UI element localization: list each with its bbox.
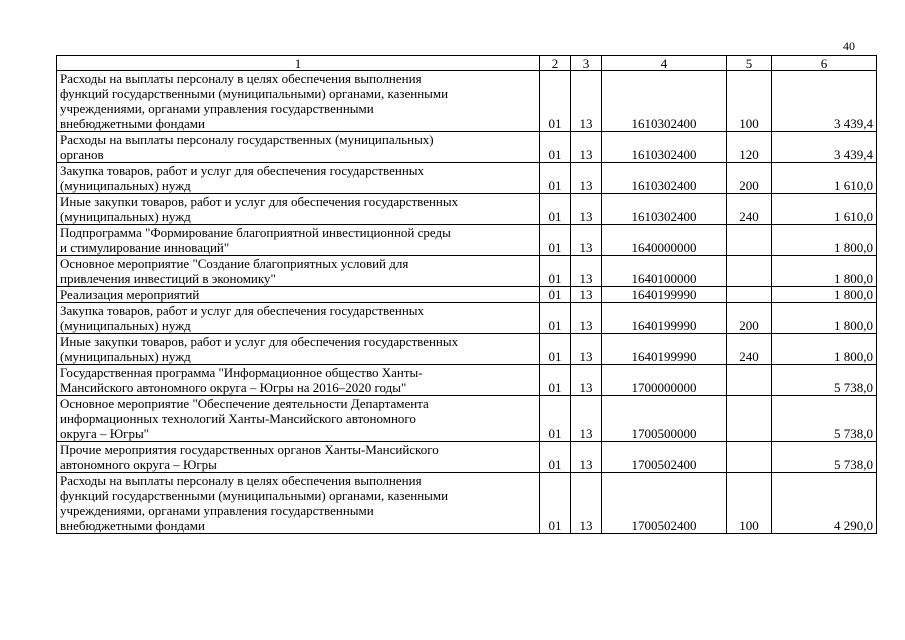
row-section-cell: 01 <box>540 71 571 132</box>
table-row <box>57 163 877 194</box>
header-col-1: 1 <box>57 56 540 71</box>
row-subsection-cell: 13 <box>571 225 602 256</box>
row-amount-cell: 3 439,4 <box>772 132 877 163</box>
table-row <box>57 225 877 256</box>
row-expense-type-cell <box>727 287 772 303</box>
row-amount-cell: 1 800,0 <box>772 256 877 287</box>
row-expense-type-cell <box>727 396 772 442</box>
row-target-article-cell: 1640100000 <box>602 256 727 287</box>
row-subsection-cell: 13 <box>571 287 602 303</box>
header-col-4: 4 <box>602 56 727 71</box>
row-name-cell: Государственная программа "Информационное общество Ханты- Мансийского автономного округа – Югры на 2016–2020 годы" <box>57 365 540 396</box>
row-amount-cell: 5 738,0 <box>772 396 877 442</box>
table-row <box>57 303 877 334</box>
row-expense-type-cell: 240 <box>727 194 772 225</box>
row-target-article-cell: 1700502400 <box>602 473 727 534</box>
row-expense-type-cell: 100 <box>727 473 772 534</box>
row-target-article-cell: 1610302400 <box>602 194 727 225</box>
table-row <box>57 365 877 396</box>
row-name-cell: Иные закупки товаров, работ и услуг для обеспечения государственных (муниципальных) нужд <box>57 194 540 225</box>
row-name-cell: Закупка товаров, работ и услуг для обеспечения государственных (муниципальных) нужд <box>57 163 540 194</box>
row-amount-cell: 1 800,0 <box>772 303 877 334</box>
row-amount-cell: 5 738,0 <box>772 442 877 473</box>
row-subsection-cell: 13 <box>571 256 602 287</box>
table-row <box>57 71 877 132</box>
header-col-2: 2 <box>540 56 571 71</box>
row-section-cell: 01 <box>540 132 571 163</box>
row-subsection-cell: 13 <box>571 194 602 225</box>
table-row <box>57 473 877 534</box>
row-subsection-cell: 13 <box>571 132 602 163</box>
header-col-5: 5 <box>727 56 772 71</box>
row-section-cell: 01 <box>540 365 571 396</box>
row-amount-cell: 1 610,0 <box>772 163 877 194</box>
row-target-article-cell: 1610302400 <box>602 163 727 194</box>
row-amount-cell: 5 738,0 <box>772 365 877 396</box>
row-section-cell: 01 <box>540 287 571 303</box>
row-section-cell: 01 <box>540 334 571 365</box>
row-target-article-cell: 1640199990 <box>602 303 727 334</box>
row-section-cell: 01 <box>540 303 571 334</box>
row-amount-cell: 1 800,0 <box>772 225 877 256</box>
row-name-cell: Основное мероприятие "Создание благоприятных условий для привлечения инвестиций в экономику" <box>57 256 540 287</box>
row-subsection-cell: 13 <box>571 473 602 534</box>
row-amount-cell: 1 800,0 <box>772 334 877 365</box>
row-expense-type-cell: 200 <box>727 303 772 334</box>
row-expense-type-cell: 240 <box>727 334 772 365</box>
row-subsection-cell: 13 <box>571 442 602 473</box>
row-target-article-cell: 1700000000 <box>602 365 727 396</box>
page-number: 40 <box>843 39 855 53</box>
row-name-cell: Иные закупки товаров, работ и услуг для обеспечения государственных (муниципальных) нужд <box>57 334 540 365</box>
row-name-cell: Расходы на выплаты персоналу государственных (муниципальных) органов <box>57 132 540 163</box>
row-amount-cell: 3 439,4 <box>772 71 877 132</box>
row-section-cell: 01 <box>540 473 571 534</box>
row-subsection-cell: 13 <box>571 396 602 442</box>
row-amount-cell: 4 290,0 <box>772 473 877 534</box>
row-expense-type-cell <box>727 225 772 256</box>
row-target-article-cell: 1640199990 <box>602 287 727 303</box>
header-col-3: 3 <box>571 56 602 71</box>
row-target-article-cell: 1700500000 <box>602 396 727 442</box>
row-name-cell: Расходы на выплаты персоналу в целях обеспечения выполнения функций государственными (муниципальными) органами, казенными учреждениями, органами управления государственными внебюджетными фондами <box>57 473 540 534</box>
row-expense-type-cell: 100 <box>727 71 772 132</box>
row-section-cell: 01 <box>540 396 571 442</box>
row-subsection-cell: 13 <box>571 365 602 396</box>
row-target-article-cell: 1640000000 <box>602 225 727 256</box>
row-section-cell: 01 <box>540 194 571 225</box>
row-expense-type-cell: 200 <box>727 163 772 194</box>
row-section-cell: 01 <box>540 163 571 194</box>
row-name-cell: Основное мероприятие "Обеспечение деятельности Департамента информационных технологий Ханты-Мансийского автономного округа – Югры" <box>57 396 540 442</box>
header-col-6: 6 <box>772 56 877 71</box>
row-expense-type-cell: 120 <box>727 132 772 163</box>
row-target-article-cell: 1700502400 <box>602 442 727 473</box>
row-target-article-cell: 1640199990 <box>602 334 727 365</box>
row-name-cell: Расходы на выплаты персоналу в целях обеспечения выполнения функций государственными (муниципальными) органами, казенными учреждениями, органами управления государственными внебюджетными фондами <box>57 71 540 132</box>
table-header-row <box>57 56 877 71</box>
row-expense-type-cell <box>727 256 772 287</box>
table-row <box>57 194 877 225</box>
row-subsection-cell: 13 <box>571 303 602 334</box>
row-expense-type-cell <box>727 365 772 396</box>
table-row <box>57 334 877 365</box>
table-row <box>57 287 877 303</box>
row-subsection-cell: 13 <box>571 163 602 194</box>
table-row <box>57 442 877 473</box>
row-subsection-cell: 13 <box>571 334 602 365</box>
row-expense-type-cell <box>727 442 772 473</box>
row-amount-cell: 1 800,0 <box>772 287 877 303</box>
row-target-article-cell: 1610302400 <box>602 71 727 132</box>
table-row <box>57 396 877 442</box>
row-name-cell: Реализация мероприятий <box>57 287 540 303</box>
row-name-cell: Прочие мероприятия государственных органов Ханты-Мансийского автономного округа – Югры <box>57 442 540 473</box>
budget-table <box>56 55 877 534</box>
row-subsection-cell: 13 <box>571 71 602 132</box>
row-section-cell: 01 <box>540 225 571 256</box>
row-amount-cell: 1 610,0 <box>772 194 877 225</box>
row-name-cell: Закупка товаров, работ и услуг для обеспечения государственных (муниципальных) нужд <box>57 303 540 334</box>
row-section-cell: 01 <box>540 256 571 287</box>
row-target-article-cell: 1610302400 <box>602 132 727 163</box>
row-name-cell: Подпрограмма "Формирование благоприятной инвестиционной среды и стимулирование инноваций" <box>57 225 540 256</box>
table-row <box>57 132 877 163</box>
row-section-cell: 01 <box>540 442 571 473</box>
table-row <box>57 256 877 287</box>
